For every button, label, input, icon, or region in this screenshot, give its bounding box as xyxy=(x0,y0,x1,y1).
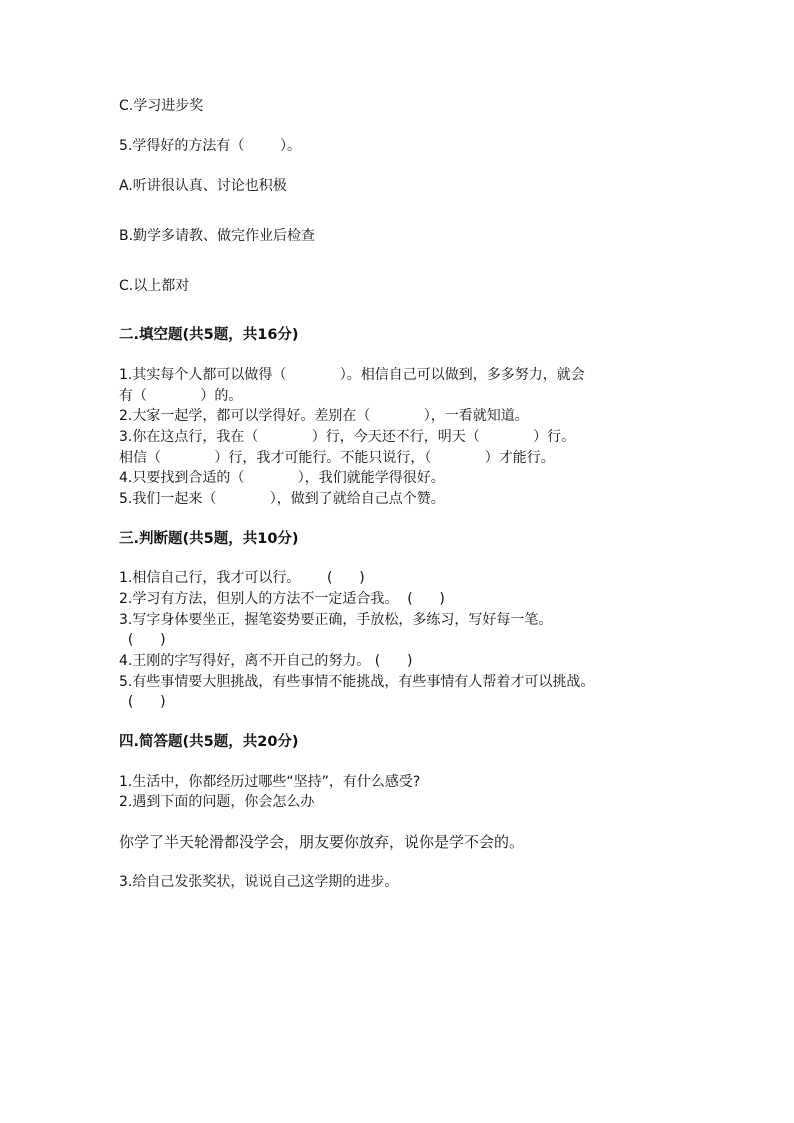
option-b: B.勤学多请教、做完作业后检查 xyxy=(119,228,316,244)
short-question-1: 1.生活中，你都经历过哪些“坚持”，有什么感受? xyxy=(119,774,421,790)
section-heading-fill-in: 二.填空题(共5题，共16分) xyxy=(119,327,299,343)
option-c-all-of-above: C.以上都对 xyxy=(119,278,190,294)
short-question-3: 3.给自己发张奖状，说说自己这学期的进步。 xyxy=(119,874,399,890)
option-a: A.听讲很认真、讨论也积极 xyxy=(119,178,287,194)
fill-question-1: 1.其实每个人都可以做得（ ）。相信自己可以做到，多多努力，就会 xyxy=(119,367,585,383)
fill-question-1-continued: 有（ ）的。 xyxy=(119,388,243,404)
fill-question-4: 4.只要找到合适的（ ），我们就能学得很好。 xyxy=(119,470,445,486)
question-5-study-methods: 5.学得好的方法有（ ）。 xyxy=(119,138,301,154)
judge-question-3: 3.写字身体要坐正，握笔姿势要正确，手放松，多练习，写好每一笔。 xyxy=(119,612,553,628)
judge-question-2: 2.学习有方法，但别人的方法不一定适合我。 ( ) xyxy=(119,591,445,607)
judge-question-3-answer: ( ) xyxy=(119,632,166,648)
short-question-2-scenario: 你学了半天轮滑都没学会，朋友要你放弃，说你是学不会的。 xyxy=(119,833,525,851)
section-heading-short-answer: 四.简答题(共5题，共20分) xyxy=(119,734,299,750)
judge-question-5: 5.有些事情要大胆挑战，有些事情不能挑战，有些事情有人帮着才可以挑战。 xyxy=(119,674,595,690)
judge-question-5-answer: ( ) xyxy=(119,694,166,710)
judge-question-1: 1.相信自己行，我才可以行。 ( ) xyxy=(119,570,365,586)
judge-question-4: 4.王刚的字写得好，离不开自己的努力。 ( ) xyxy=(119,653,413,669)
fill-question-2: 2.大家一起学，都可以学得好。差别在（ ），一看就知道。 xyxy=(119,408,529,424)
option-c-study-progress-award: C.学习进步奖 xyxy=(119,98,204,114)
fill-question-3: 3.你在这点行，我在（ ）行，今天还不行，明天（ ）行。 xyxy=(119,429,576,445)
fill-question-5: 5.我们一起来（ ），做到了就给自己点个赞。 xyxy=(119,491,445,507)
section-heading-true-false: 三.判断题(共5题，共10分) xyxy=(119,531,299,547)
short-question-2: 2.遇到下面的问题，你会怎么办 xyxy=(119,794,315,810)
fill-question-3-continued: 相信（ ）行，我才可能行。不能只说行，（ ）才能行。 xyxy=(119,450,555,466)
